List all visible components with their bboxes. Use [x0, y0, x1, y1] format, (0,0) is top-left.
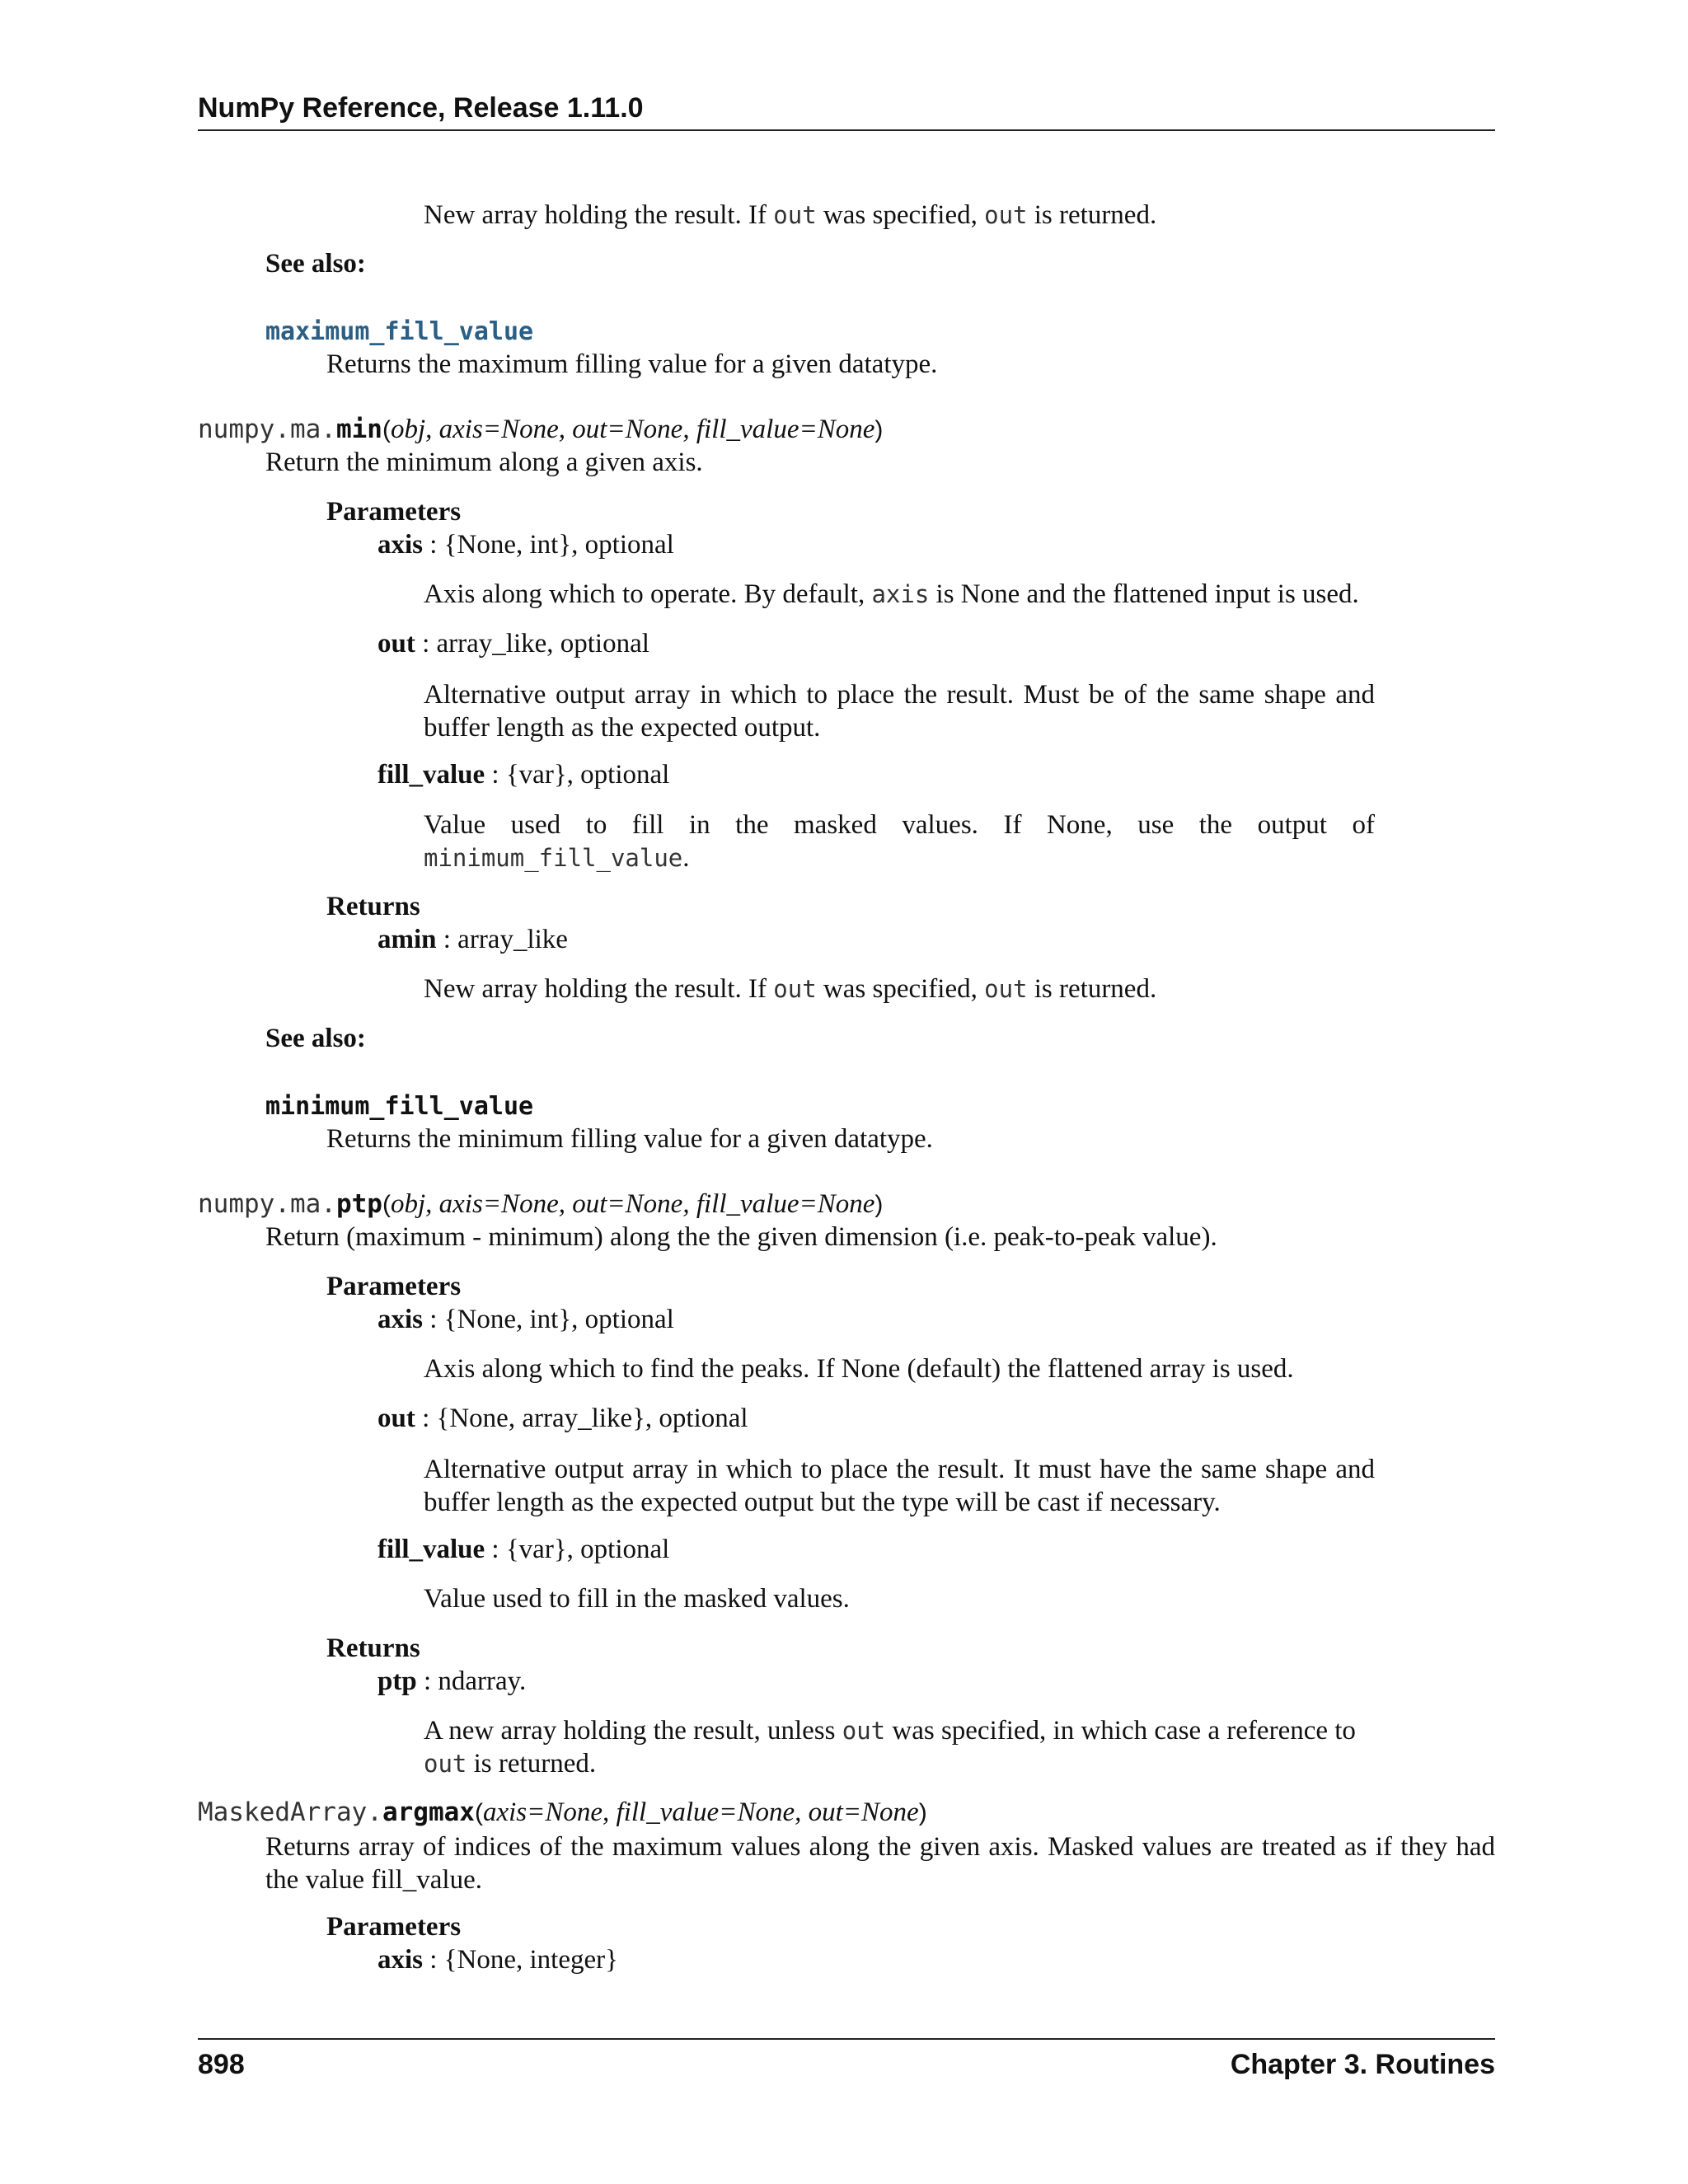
ptp-param-axis: [377, 1305, 674, 1335]
argmax-signature: [198, 1797, 927, 1828]
param-name: axis: [377, 530, 424, 560]
text: A new array holding the result, unless: [424, 1716, 842, 1746]
text: is returned.: [1027, 974, 1157, 1004]
see-also-desc: Returns the minimum filling value for a given datatype.: [326, 1124, 933, 1154]
sig-name: min: [335, 415, 382, 444]
min-params-label: Parameters: [326, 497, 462, 527]
maximum-fill-value-link[interactable]: maximum_fill_value: [265, 317, 534, 346]
text: .: [682, 843, 690, 873]
min-signature: [198, 415, 883, 445]
footer-rule: [198, 2038, 1495, 2040]
sig-name: argmax: [382, 1797, 475, 1827]
ptp-param-axis-desc: Axis along which to find the peaks. If None (default) the flattened array is used.: [424, 1354, 1294, 1384]
param-name: out: [377, 629, 415, 658]
text: was specified,: [816, 200, 985, 230]
min-param-out-desc: Alternative output array in which to place the result. Must be of the same shape and buffer length as the expected output.: [424, 680, 1375, 743]
open-paren: (: [382, 416, 391, 443]
min-param-axis: [377, 530, 674, 560]
return-name: ptp: [377, 1666, 417, 1696]
code-out: out: [773, 201, 817, 229]
param-type: : {None, int}, optional: [423, 530, 674, 560]
min-return-amin: [377, 925, 568, 955]
code-out: out: [424, 1750, 467, 1778]
text: Axis along which to operate. By default,: [424, 579, 872, 609]
min-param-axis-desc: [424, 579, 1359, 610]
ptp-return-desc-line2: [424, 1749, 596, 1779]
min-param-fill-desc: Value used to fill in the masked values. If None, use the output of: [424, 810, 1375, 840]
code-out: out: [842, 1717, 886, 1745]
return-name: amin: [377, 925, 437, 954]
param-name: fill_value: [377, 760, 485, 790]
ptp-param-out: [377, 1404, 748, 1434]
close-paren: ): [918, 1799, 927, 1826]
header-rule: [198, 129, 1495, 131]
text: New array holding the result. If: [424, 200, 774, 230]
close-paren: ): [874, 416, 884, 443]
ptp-signature: [198, 1189, 883, 1220]
code-axis: axis: [871, 580, 930, 608]
max-returns-desc: [424, 200, 1156, 231]
open-paren: (: [474, 1799, 483, 1826]
min-return-desc: [424, 974, 1156, 1005]
ptp-params-label: Parameters: [326, 1272, 462, 1301]
min-summary: Return the minimum along a given axis.: [265, 448, 703, 477]
argmax-params-label: Parameters: [326, 1912, 462, 1942]
text: was specified,: [816, 974, 985, 1004]
return-type: : ndarray.: [416, 1666, 527, 1696]
argmax-summary: Returns array of indices of the maximum values along the given axis. Masked values are treated as if they had the value fill_value.: [265, 1832, 1495, 1895]
see-also-desc: Returns the maximum filling value for a given datatype.: [326, 349, 938, 379]
close-paren: ): [874, 1191, 884, 1218]
page-number: 898: [198, 2049, 245, 2080]
ptp-param-fill-value: [377, 1535, 669, 1565]
param-type: : array_like, optional: [415, 629, 649, 658]
text: is returned.: [1027, 200, 1157, 230]
open-paren: (: [382, 1191, 391, 1218]
ptp-param-out-desc: Alternative output array in which to place the result. It must have the same shape and buffer length as the expected output but the type will be cast if necessary.: [424, 1455, 1375, 1517]
running-header-title: NumPy Reference, Release 1.11.0: [198, 92, 644, 124]
text: New array holding the result. If: [424, 974, 774, 1004]
param-name: axis: [377, 1945, 424, 1975]
param-type: : {None, integer}: [423, 1945, 618, 1975]
param-name: out: [377, 1404, 415, 1433]
code-out: out: [984, 201, 1028, 229]
see-also-label: See also:: [265, 249, 366, 279]
text: was specified, in which case a reference to: [885, 1716, 1356, 1746]
sig-name: ptp: [335, 1189, 382, 1219]
min-returns-label: Returns: [326, 892, 420, 921]
min-param-out: [377, 629, 649, 659]
chapter-title: Chapter 3. Routines: [1230, 2049, 1495, 2080]
argmax-param-axis: [377, 1945, 618, 1975]
param-name: fill_value: [377, 1535, 485, 1564]
sig-prefix: numpy.ma.: [198, 415, 336, 444]
min-param-fill-value: [377, 760, 669, 790]
param-type: : {None, array_like}, optional: [415, 1404, 748, 1433]
see-also-label: See also:: [265, 1024, 366, 1053]
param-type: : {var}, optional: [485, 760, 670, 790]
sig-args: axis=None, fill_value=None, out=None: [482, 1797, 919, 1827]
sig-prefix: MaskedArray.: [198, 1797, 382, 1827]
return-type: : array_like: [436, 925, 568, 954]
ptp-param-fill-desc: Value used to fill in the masked values.: [424, 1584, 850, 1614]
param-type: : {var}, optional: [485, 1535, 670, 1564]
ptp-return-ptp: [377, 1666, 526, 1697]
sig-prefix: numpy.ma.: [198, 1189, 336, 1219]
text: is returned.: [467, 1749, 597, 1779]
minimum-fill-value-ref[interactable]: minimum_fill_value: [265, 1092, 534, 1121]
sig-args: obj, axis=None, out=None, fill_value=None: [390, 415, 875, 444]
ptp-returns-label: Returns: [326, 1633, 420, 1663]
code-out: out: [984, 975, 1028, 1003]
text: is None and the flattened input is used.: [929, 579, 1359, 609]
code-minimum-fill-value: minimum_fill_value: [424, 844, 683, 872]
param-type: : {None, int}, optional: [423, 1305, 674, 1334]
code-out: out: [773, 975, 817, 1003]
param-name: axis: [377, 1305, 424, 1334]
min-param-fill-code: [424, 843, 690, 874]
sig-args: obj, axis=None, out=None, fill_value=None: [390, 1189, 875, 1219]
ptp-return-desc-line1: [424, 1716, 1356, 1746]
ptp-summary: Return (maximum - minimum) along the the given dimension (i.e. peak-to-peak value).: [265, 1222, 1217, 1252]
